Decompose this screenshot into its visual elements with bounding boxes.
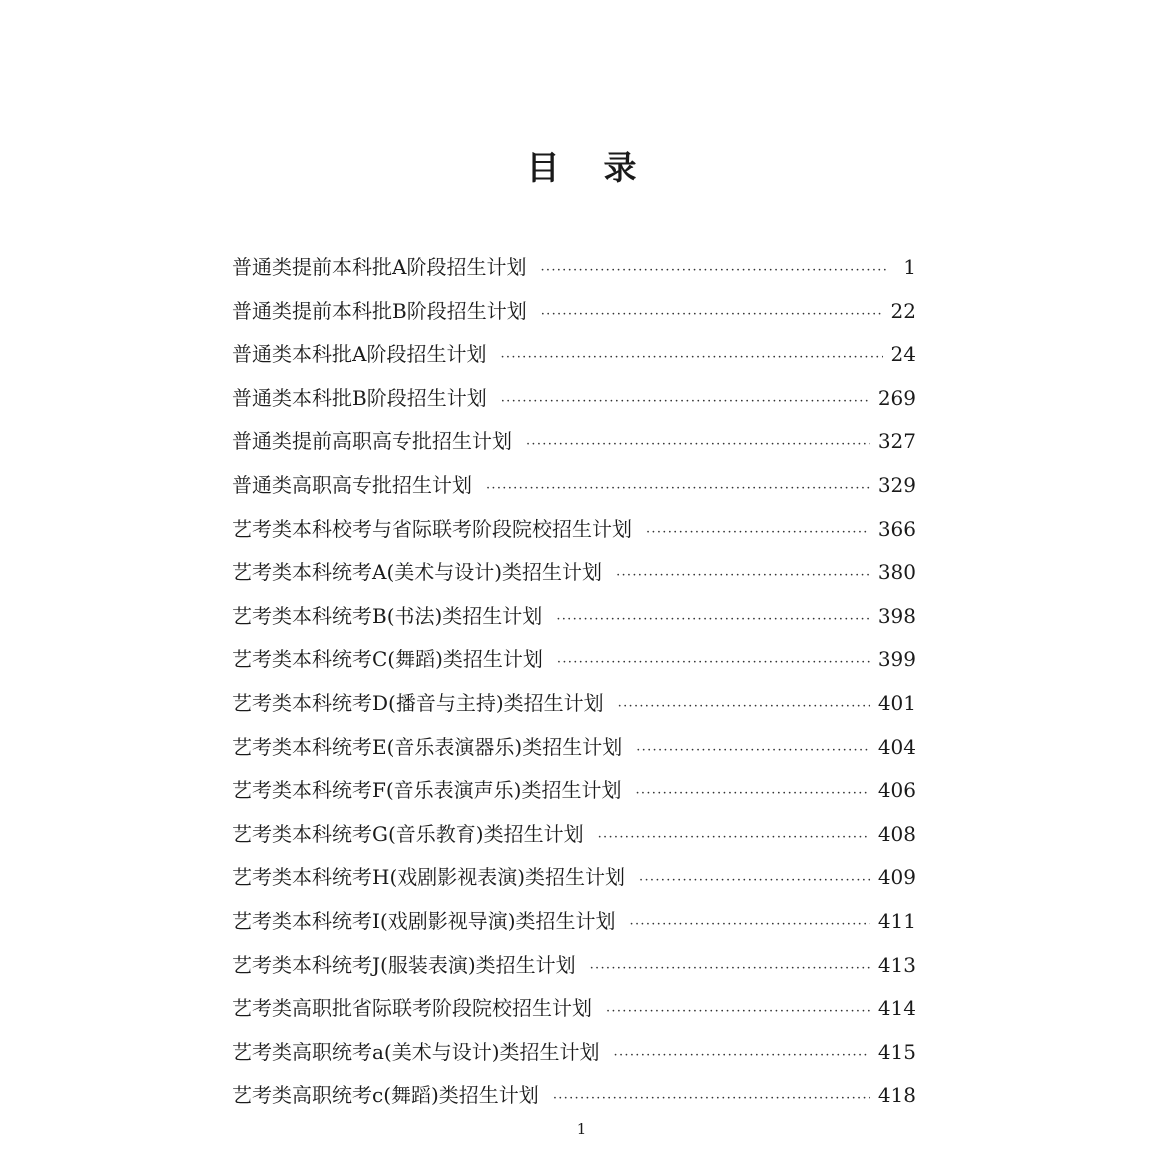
toc-entry-page: 406: [877, 778, 916, 803]
toc-entry: [232, 598, 916, 642]
toc-leader-dots: [636, 733, 870, 769]
toc-entry: [232, 729, 916, 773]
toc-entry-title: 艺考类本科统考D(播音与主持)类招生计划: [232, 690, 604, 715]
toc-entry-page: 418: [877, 1083, 916, 1108]
toc-entry-title: 艺考类本科统考A(美术与设计)类招生计划: [232, 560, 603, 585]
toc-entry: [232, 380, 916, 424]
toc-entry: [232, 423, 916, 467]
toc-entry-page: 327: [877, 429, 916, 454]
toc-entry: [232, 336, 916, 380]
toc-entry: [232, 685, 916, 729]
toc-entry: [232, 990, 916, 1034]
toc-entry-title: 艺考类本科统考F(音乐表演声乐)类招生计划: [232, 778, 622, 803]
toc-leader-dots: [557, 645, 870, 681]
toc-entry-title: 艺考类高职批省际联考阶段院校招生计划: [232, 996, 592, 1021]
toc-entry-page: 380: [877, 560, 916, 585]
toc-entry-title: 艺考类本科统考J(服装表演)类招生计划: [232, 952, 576, 977]
toc-leader-dots: [553, 1081, 870, 1117]
toc-leader-dots: [639, 863, 870, 899]
toc-entry-page: 411: [877, 908, 916, 933]
toc-entry-title: 普通类本科批B阶段招生计划: [232, 385, 487, 410]
toc-leader-dots: [501, 384, 870, 420]
table-of-contents: [232, 249, 916, 1121]
toc-entry-title: 艺考类高职统考c(舞蹈)类招生计划: [232, 1083, 539, 1108]
toc-entry-title: 艺考类本科统考I(戏剧影视导演)类招生计划: [232, 908, 616, 933]
page-title: 目录: [526, 148, 681, 187]
toc-entry: [232, 511, 916, 555]
toc-entry-page: 24: [890, 342, 916, 367]
toc-entry-title: 艺考类高职统考a(美术与设计)类招生计划: [232, 1039, 600, 1064]
toc-leader-dots: [635, 776, 869, 812]
toc-entry-title: 艺考类本科统考G(音乐教育)类招生计划: [232, 821, 584, 846]
toc-leader-dots: [590, 951, 870, 987]
toc-entry-page: 409: [877, 865, 916, 890]
toc-entry: [232, 947, 916, 991]
toc-entry-title: 艺考类本科校考与省际联考阶段院校招生计划: [232, 516, 632, 541]
toc-leader-dots: [541, 297, 883, 333]
toc-entry-page: 414: [877, 996, 916, 1021]
toc-leader-dots: [486, 471, 870, 507]
toc-entry: [232, 1034, 916, 1078]
toc-leader-dots: [598, 820, 870, 856]
toc-leader-dots: [540, 253, 888, 289]
toc-entry: [232, 772, 916, 816]
toc-entry-title: 普通类提前高职高专批招生计划: [232, 429, 512, 454]
toc-entry: [232, 816, 916, 860]
toc-entry-page: 399: [877, 647, 916, 672]
toc-leader-dots: [646, 515, 870, 551]
toc-entry-title: 普通类提前本科批B阶段招生计划: [232, 298, 527, 323]
toc-leader-dots: [616, 558, 870, 594]
toc-entry: [232, 903, 916, 947]
toc-entry-page: 404: [877, 734, 916, 759]
toc-entry: [232, 293, 916, 337]
toc-entry-page: 413: [877, 952, 916, 977]
toc-entry-page: 1: [903, 255, 916, 279]
toc-entry: [232, 249, 916, 293]
toc-entry-page: 415: [877, 1039, 916, 1064]
toc-entry: [232, 1077, 916, 1121]
toc-leader-dots: [614, 1038, 870, 1074]
toc-entry-title: 艺考类本科统考B(书法)类招生计划: [232, 603, 543, 628]
toc-entry-page: 22: [890, 298, 916, 323]
toc-leader-dots: [606, 994, 870, 1030]
toc-entry-title: 普通类提前本科批A阶段招生计划: [232, 255, 527, 279]
toc-entry: [232, 467, 916, 511]
toc-leader-dots: [630, 907, 870, 943]
toc-entry-page: 401: [877, 690, 916, 715]
toc-entry-title: 艺考类本科统考H(戏剧影视表演)类招生计划: [232, 865, 626, 890]
toc-entry: [232, 859, 916, 903]
toc-entry-title: 普通类高职高专批招生计划: [232, 472, 472, 497]
toc-leader-dots: [526, 427, 870, 463]
page-number: 1: [576, 1120, 587, 1138]
toc-entry: [232, 554, 916, 598]
toc-leader-dots: [618, 689, 870, 725]
toc-entry-page: 329: [877, 472, 916, 497]
toc-entry-title: 艺考类本科统考C(舞蹈)类招生计划: [232, 647, 543, 672]
toc-entry: [232, 641, 916, 685]
toc-entry-page: 366: [877, 516, 916, 541]
toc-entry-page: 269: [877, 385, 916, 410]
toc-entry-title: 普通类本科批A阶段招生计划: [232, 342, 487, 367]
toc-entry-page: 398: [877, 603, 916, 628]
toc-entry-page: 408: [877, 821, 916, 846]
toc-leader-dots: [556, 602, 870, 638]
toc-leader-dots: [500, 340, 882, 376]
toc-entry-title: 艺考类本科统考E(音乐表演器乐)类招生计划: [232, 734, 623, 759]
